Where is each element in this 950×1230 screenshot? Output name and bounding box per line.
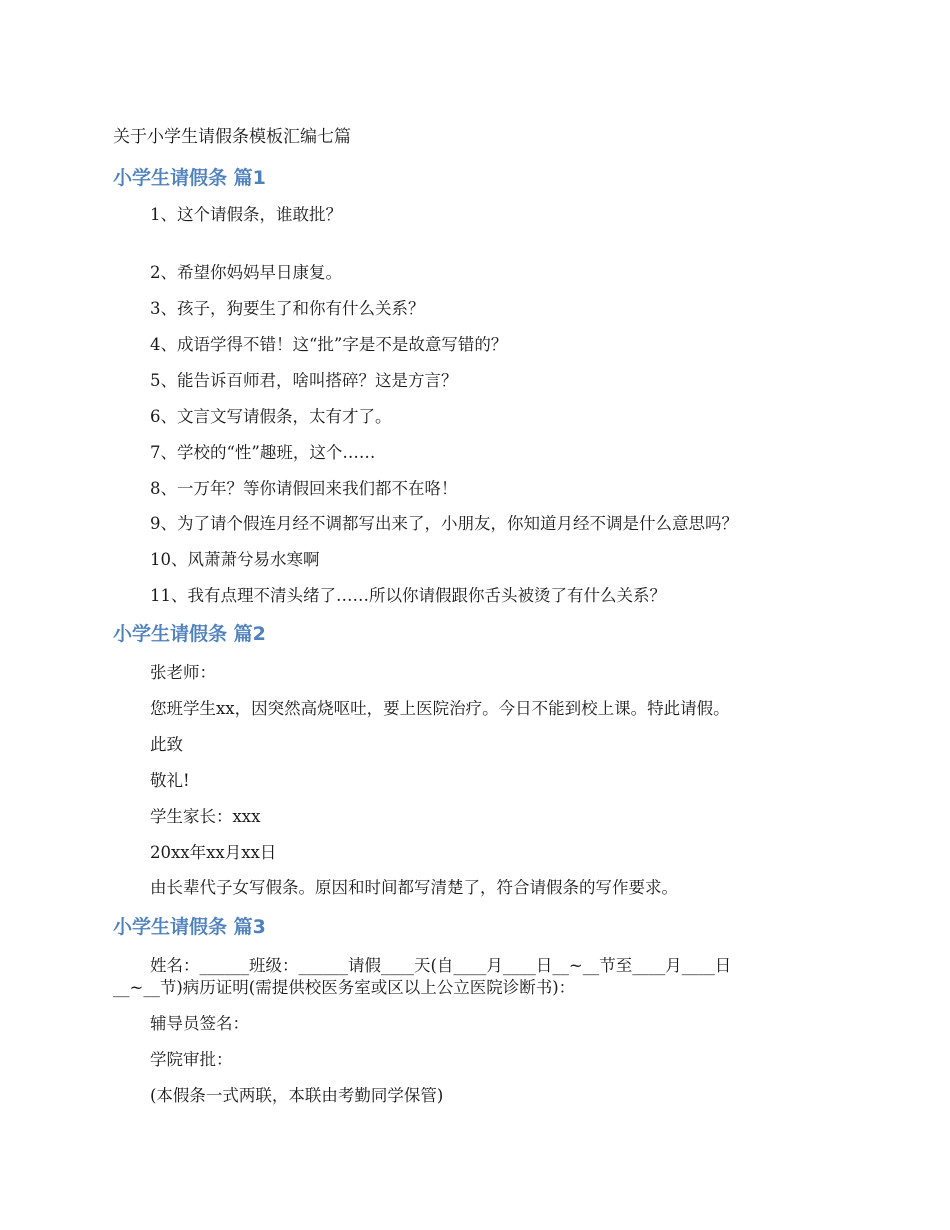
section-heading-2: 小学生请假条 篇2	[113, 623, 266, 645]
list-item: 3、孩子，狗要生了和你有什么关系？	[150, 299, 425, 318]
section-heading-3: 小学生请假条 篇3	[113, 916, 266, 938]
list-item: 6、文言文写请假条，太有才了。	[150, 407, 392, 426]
commentary: 由长辈代子女写假条。原因和时间都写清楚了，符合请假条的写作要求。	[150, 878, 678, 897]
list-item: 11、我有点理不清头绪了……所以你请假跟你舌头被烫了有什么关系？	[150, 586, 666, 605]
form-note: (本假条一式两联，本联由考勤同学保管)	[150, 1086, 444, 1105]
letter-salutation: 张老师：	[150, 663, 216, 682]
letter-body: 您班学生xx，因突然高烧呕吐，要上医院治疗。今日不能到校上课。特此请假。	[150, 699, 730, 718]
counselor-signature-label: 辅导员签名：	[150, 1014, 249, 1033]
list-item: 2、希望你妈妈早日康复。	[150, 263, 342, 282]
list-item: 9、为了请个假连月经不调都写出来了，小朋友，你知道月经不调是什么意思吗？	[150, 514, 738, 533]
list-item: 4、成语学得不错！这“批”字是不是故意写错的？	[150, 335, 508, 354]
document-title: 关于小学生请假条模板汇编七篇	[113, 127, 351, 147]
list-item: 7、学校的“性”趣班，这个……	[150, 443, 376, 462]
form-line-1: 姓名：______班级：______请假____天(自____月____日__~__节至____月____日	[150, 956, 732, 975]
form-line-2: __~__节)病历证明(需提供校医务室或区以上公立医院诊断书)：	[113, 978, 576, 997]
letter-date: 20xx年xx月xx日	[150, 843, 277, 862]
letter-closing: 此致	[150, 735, 183, 754]
list-item: 10、风萧萧兮易水寒啊	[150, 550, 320, 569]
section-heading-1: 小学生请假条 篇1	[113, 167, 266, 189]
list-item: 8、一万年？等你请假回来我们都不在咯！	[150, 479, 458, 498]
letter-signature: 学生家长：xxx	[150, 807, 261, 826]
letter-regards: 敬礼!	[150, 771, 190, 790]
list-item: 5、能告诉百师君，啥叫搭碎？这是方言？	[150, 371, 458, 390]
list-item: 1、这个请假条，谁敢批？	[150, 205, 342, 224]
college-approval-label: 学院审批：	[150, 1050, 233, 1069]
